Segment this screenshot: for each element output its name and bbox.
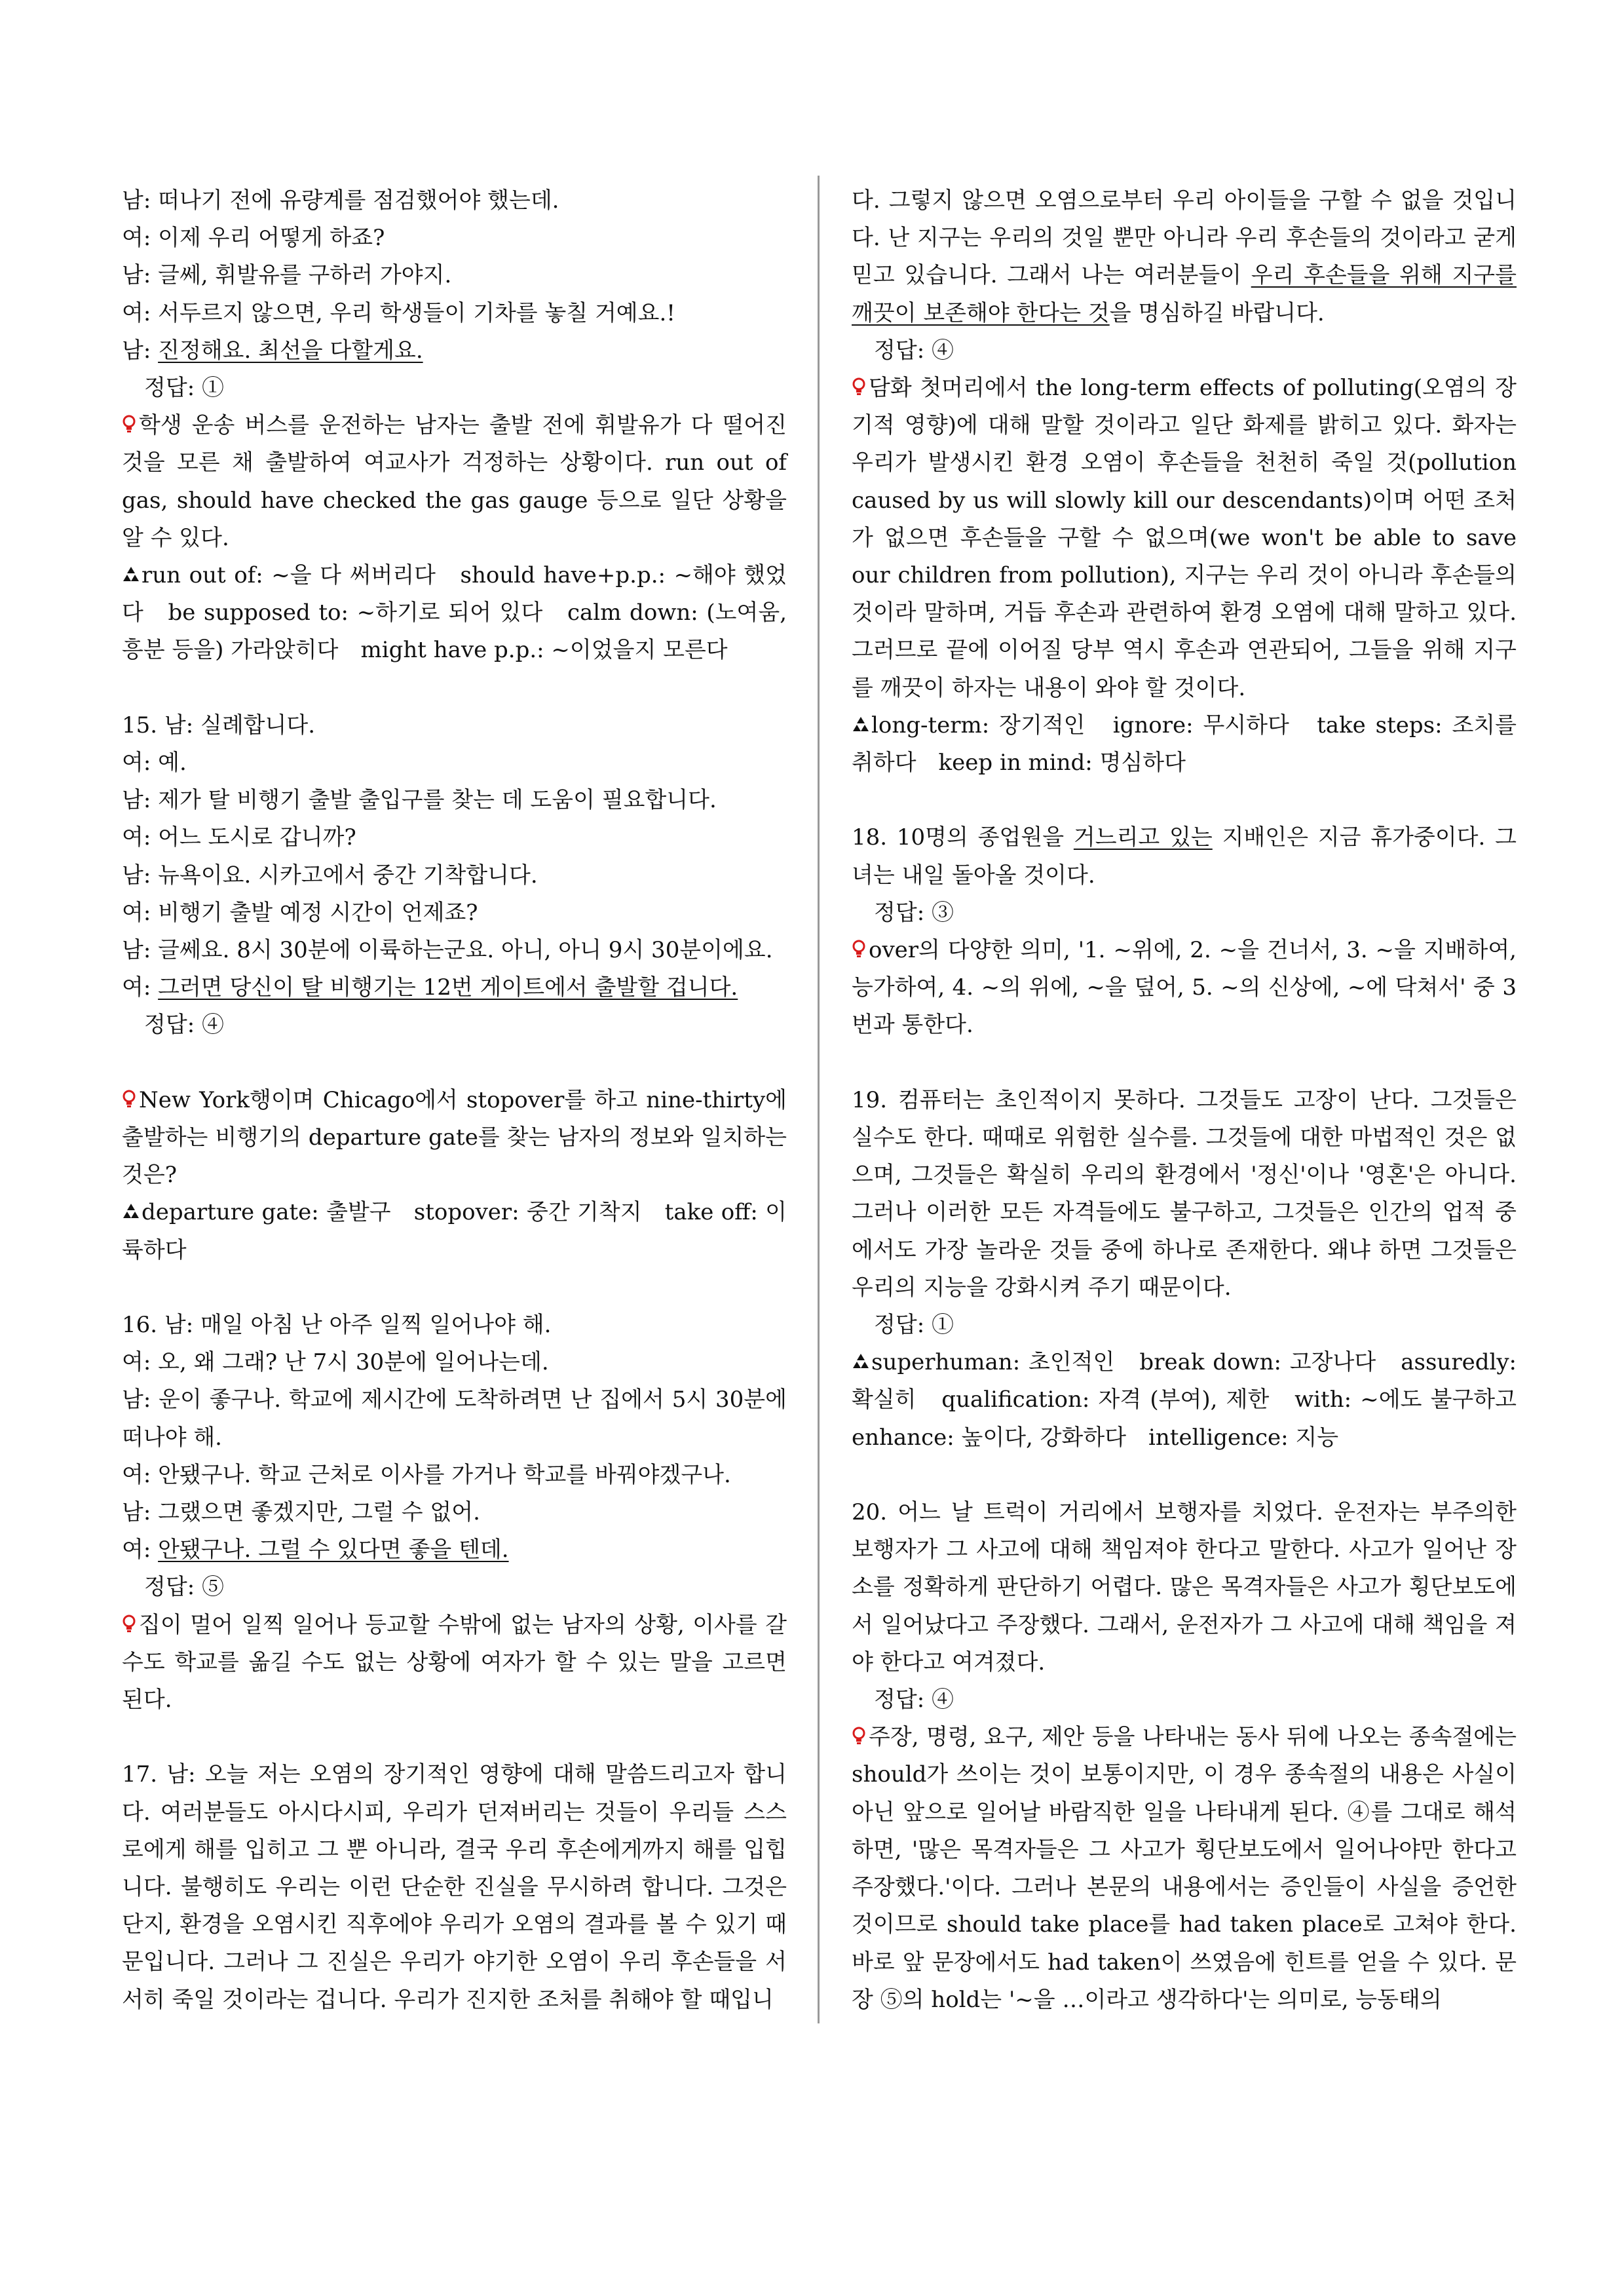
- dialogue-line: 남: 떠나기 전에 유량계를 점검했어야 했는데.: [122, 187, 559, 214]
- lightbulb-icon: [122, 1090, 136, 1109]
- dialogue-17: 17. 남: 오늘 저는 오염의 장기적인 영향에 대해 말씀드리고자 합니다. 여러분들도 아시다시피, 우리가 던져버리는 것들이 우리들 스스로에게 해를 입히고 그 뿐 아니라, 결국 우리 후손에게까지 해를 입힙니다. 불행히도 우리는 이런 단순한 진실을 무시하려 합니다. 그것은 단지, 환경을 오염시킨 직후에야 우리가 오염의 결과를 볼 수 있기 때문입니다. 그러나 그 진실은 우리가 야기한 오염이 우리 후손들을 서서히 죽일 것이라는 겁니다. 우리가 진지한 조처를 취해야 할 때입니: [122, 1761, 787, 2013]
- column-divider: [818, 176, 820, 2023]
- question-18: 18. 10명의 종업원을 거느리고 있는 지배인은 지금 휴가중이다. 그녀는 내일 돌아올 것이다.: [852, 824, 1517, 889]
- explanation-18: over의 다양한 의미, '1. ~위에, 2. ~을 건너서, 3. ~을 지배하여, 능가하여, 4. ~의 위에, ~을 덮어, 5. ~의 신상에, ~에 닥쳐서' 중 3번과 통한다.: [852, 937, 1517, 1039]
- dialogue-line: 여: 오, 왜 그래? 난 7시 30분에 일어나는데.: [122, 1349, 549, 1376]
- underlined-answer-text: 그러면 당신이 탈 비행기는 12번 게이트에서 출발할 겁니다.: [158, 974, 738, 1001]
- explanation-20: 주장, 명령, 요구, 제안 등을 나타내는 동사 뒤에 나오는 종속절에는 should가 쓰이는 것이 보통이지만, 이 경우 종속절의 내용은 사실이 아닌 앞으로 일어날 바람직한 일을 나타내게 된다. ④를 그대로 해석하면, '많은 목격자들은 그 사고가 횡단보도에서 일어나야만 한다고 주장했다.'이다. 그러나 본문의 내용에서는 증인들이 사실을 증언한 것이므로 should take place를 had taken place로 고쳐야 한다. 바로 앞 문장에서도 had taken이 쓰였음에 힌트를 얻을 수 있다. 문장 ⑤의 hold는 '~을 …이라고 생각하다'는 의미로, 능동태의: [852, 1724, 1517, 2013]
- dialogue-line: 15. 남: 실례합니다.: [122, 712, 316, 738]
- dialogue-line: [122, 969, 787, 1006]
- dialogue-line: 남: 글쎄, 휘발유를 구하러 가야지.: [122, 262, 452, 289]
- vocabulary-15: departure gate: 출발구 stopover: 중간 기착지 take off: 이륙하다: [122, 1199, 787, 1263]
- explanation-17: 담화 첫머리에서 the long-term effects of polluting(오염의 장기적 영향)에 대해 말할 것이라고 일단 화제를 밝히고 있다. 화자는 우리가 발생시킨 환경 오염이 후손들을 천천히 죽일 것(pollution caused by us will slowly kill our descendants)이며 어떤 조처가 없으면 후손들을 구할 수 없으며(we won't be able to save our children from pollution), 지구는 우리 것이 아니라 후손들의 것이라 말하며, 거듭 후손과 관련하여 환경 오염에 대해 말하고 있다. 그러므로 끝에 이어질 당부 역시 후손과 연관되어, 그들을 위해 지구를 깨끗이 하자는 내용이 와야 할 것이다.: [852, 375, 1517, 701]
- explanation-15: New York행이며 Chicago에서 stopover를 하고 nine-thirty에 출발하는 비행기의 departure gate를 찾는 남자의 정보와 일치하는 것은?: [122, 1086, 787, 1189]
- underlined-answer-text: 진정해요. 최선을 다할게요.: [158, 337, 423, 364]
- dialogue-line: 16. 남: 매일 아침 난 아주 일찍 일어나야 해.: [122, 1312, 552, 1339]
- speaker: 여:: [122, 1537, 159, 1563]
- answer-14: 정답: ①: [144, 375, 224, 402]
- dialogue-line: 여: 서두르지 않으면, 우리 학생들이 기차를 놓칠 거예요.!: [122, 299, 675, 326]
- lightbulb-icon: [852, 377, 866, 397]
- dialogue-17-continued: 다. 그렇지 않으면 오염으로부터 우리 아이들을 구할 수 없을 것입니다. 난 지구는 우리의 것일 뿐만 아니라 우리 후손들의 것이라고 굳게 믿고 있습니다. 그래서 나는 여러분들이 우리 후손들을 위해 지구를 깨끗이 보존해야 한다는 것을 명심하길 바랍니다.: [852, 187, 1517, 326]
- dialogue-line: 여: 안됐구나. 학교 근처로 이사를 가거나 학교를 바꿔야겠구나.: [122, 1461, 731, 1488]
- underlined-answer-text: 안됐구나. 그럴 수 있다면 좋을 텐데.: [158, 1537, 509, 1563]
- dialogue-15: [122, 707, 787, 1007]
- right-column: [852, 182, 1539, 2019]
- dialogue-line: 남: 뉴욕이요. 시카고에서 중간 기착합니다.: [122, 862, 538, 889]
- vocabulary-14: run out of: ~을 다 써버리다 should have+p.p.: ~해야 했었다 be supposed to: ~하기로 되어 있다 calm down: (노여움, 흥분 등을) 가라앉히다 might have p.p.: ~이었을지 모른다: [122, 562, 787, 664]
- question-19: 19. 컴퓨터는 초인적이지 못하다. 그것들도 고장이 난다. 그것들은 실수도 한다. 때때로 위험한 실수를. 그것들에 대한 마법적인 것은 없으며, 그것들은 확실히 우리의 환경에서 '정신'이나 '영혼'은 아니다. 그러나 이러한 모든 자격들에도 불구하고, 그것들은 인간의 업적 중에서도 가장 놀라운 것들 중에 하나로 존재한다. 왜냐 하면 그것들은 우리의 지능을 강화시켜 주기 때문이다.: [852, 1086, 1517, 1301]
- dialogue-line: 여: 이제 우리 어떻게 하죠?: [122, 225, 385, 252]
- dialogue-line: [122, 332, 787, 370]
- vocabulary-19: superhuman: 초인적인 break down: 고장나다 assuredly: 확실히 qualification: 자격 (부여), 제한 with: ~에도 불구하고 enhance: 높이다, 강화하다 intelligence: 지능: [852, 1349, 1539, 1451]
- dialogue-line: 남: 제가 탈 비행기 출발 출입구를 찾는 데 도움이 필요합니다.: [122, 787, 717, 814]
- answer-17: 정답: ④: [874, 337, 954, 364]
- question-20: 20. 어느 날 트럭이 거리에서 보행자를 치었다. 운전자는 부주의한 보행자가 그 사고에 대해 책임져야 한다고 말한다. 사고가 일어난 장소를 정확하게 판단하기 어렵다. 많은 목격자들은 사고가 횡단보도에서 일어났다고 주장했다. 그래서, 운전자가 그 사고에 대해 책임을 져야 한다고 여겨졌다.: [852, 1499, 1517, 1675]
- stacked-triangles-icon: [122, 1202, 140, 1221]
- dialogue-line: 여: 어느 도시로 갑니까?: [122, 824, 356, 851]
- answer-19: 정답: ①: [874, 1312, 954, 1339]
- underlined-answer-text: 거느리고 있는: [1073, 824, 1213, 851]
- lightbulb-icon: [122, 415, 136, 434]
- answer-16: 정답: ⑤: [144, 1574, 224, 1601]
- answer-18: 정답: ③: [874, 899, 954, 926]
- dialogue-line: [122, 1531, 787, 1569]
- stacked-triangles-icon: [852, 1352, 870, 1371]
- explanation-16: 집이 멀어 일찍 일어나 등교할 수밖에 없는 남자의 상황, 이사를 갈 수도 학교를 옮길 수도 없는 상황에 여자가 할 수 있는 말을 고르면 된다.: [122, 1611, 787, 1713]
- left-column: [122, 182, 787, 2019]
- lightbulb-icon: [852, 1727, 866, 1746]
- lightbulb-icon: [122, 1615, 136, 1634]
- dialogue-line: 남: 글쎄요. 8시 30분에 이륙하는군요. 아니, 아니 9시 30분이에요.: [122, 937, 773, 964]
- stacked-triangles-icon: [122, 565, 140, 584]
- answer-15: 정답: ④: [144, 1012, 224, 1039]
- dialogue-line: 여: 예.: [122, 750, 187, 776]
- speaker: 여:: [122, 974, 159, 1001]
- vocabulary-17: long-term: 장기적인 ignore: 무시하다 take steps: 조치를 취하다 keep in mind: 명심하다: [852, 712, 1517, 776]
- underlined-answer-text: 우리 후손들을 위해 지구를 깨끗이 보존해야 한다는 것: [852, 262, 1517, 326]
- dialogue-line: 여: 비행기 출발 예정 시간이 언제죠?: [122, 899, 478, 926]
- explanation-14: 학생 운송 버스를 운전하는 남자는 출발 전에 휘발유가 다 떨어진 것을 모른 채 출발하여 여교사가 걱정하는 상황이다. run out of gas, should have checked the gas gauge 등으로 일단 상황을 알 수 있다.: [122, 412, 787, 551]
- dialogue-line: 남: 운이 좋구나. 학교에 제시간에 도착하려면 난 집에서 5시 30분에 떠나야 해.: [122, 1387, 787, 1451]
- dialogue-line: 남: 그랬으면 좋겠지만, 그럴 수 없어.: [122, 1499, 480, 1526]
- dialogue-14: [122, 182, 787, 370]
- stacked-triangles-icon: [852, 716, 870, 734]
- dialogue-16: [122, 1307, 787, 1569]
- answer-20: 정답: ④: [874, 1687, 954, 1713]
- speaker: 남:: [122, 337, 159, 364]
- lightbulb-icon: [852, 940, 866, 959]
